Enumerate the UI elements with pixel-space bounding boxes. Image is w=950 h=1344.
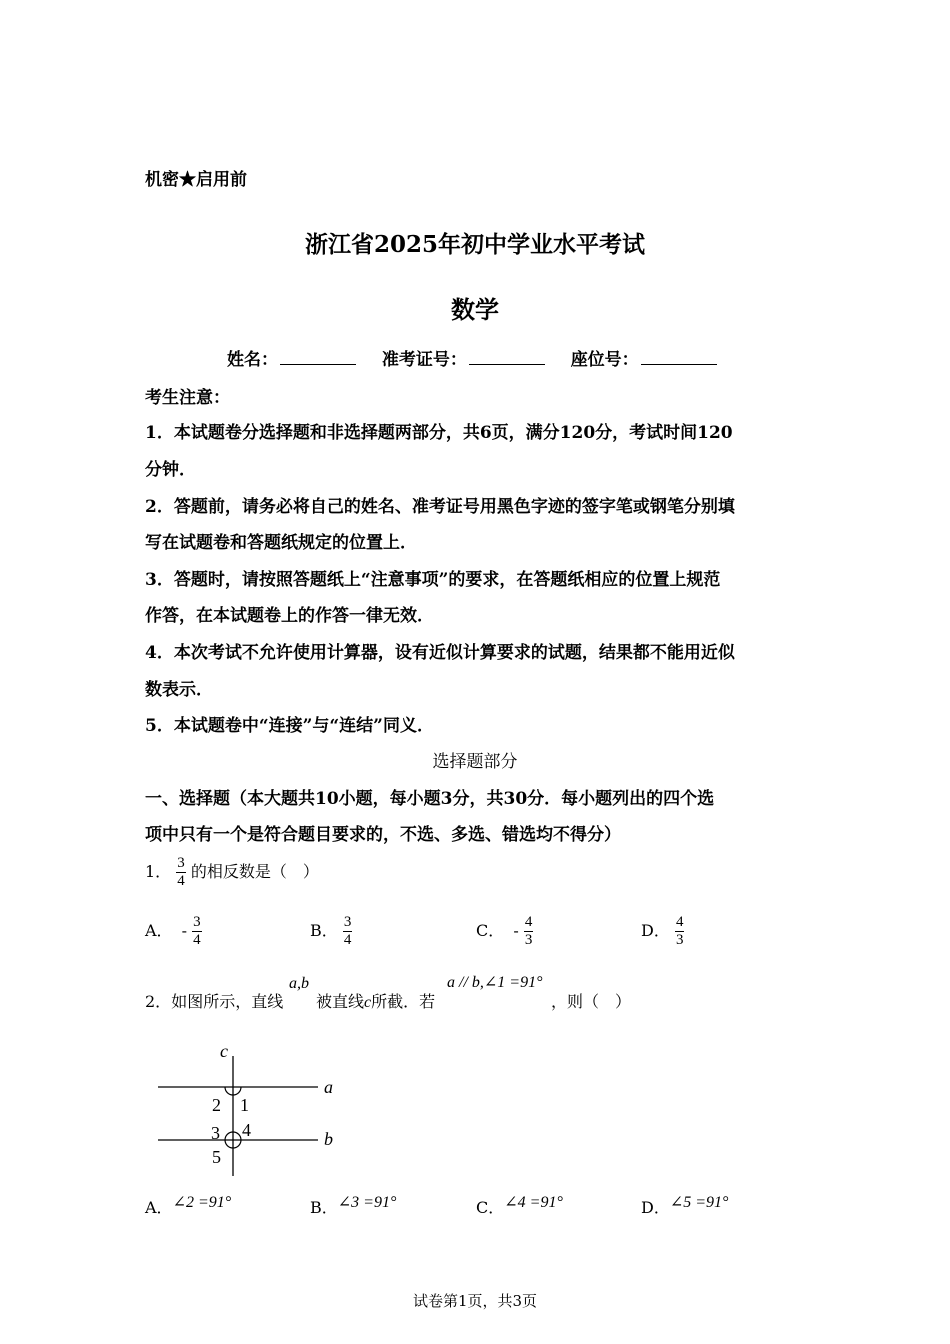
- label-b: b: [324, 1129, 333, 1149]
- secret-mark: 机密★启用前: [145, 170, 247, 190]
- option-value: ∠5 =91°: [669, 1194, 729, 1211]
- fraction-numerator: 3: [177, 855, 185, 871]
- notice-item-2-line1: 2．答题前，请务必将自己的姓名、准考证号用黑色字迹的签字笔或钢笔分别填: [145, 497, 735, 517]
- q2-option-b[interactable]: [310, 1195, 396, 1218]
- question-2-text-b: [316, 989, 435, 1012]
- notice-heading: 考生注意：: [145, 388, 230, 408]
- q2-option-d[interactable]: [641, 1195, 728, 1218]
- label-c: c: [220, 1041, 228, 1061]
- fraction-denominator: 4: [193, 932, 201, 948]
- q2-option-c[interactable]: [476, 1195, 563, 1218]
- notice-item-2-line2: 写在试题卷和答题纸规定的位置上．: [145, 533, 417, 553]
- question-2-number: 2．: [145, 992, 172, 1011]
- option-label: D．: [641, 921, 670, 940]
- question-1-text: 的相反数是（ ）: [190, 862, 319, 881]
- notice-item-1-line1: 1．本试题卷分选择题和非选择题两部分，共6页，满分120分，考试时间120: [145, 423, 733, 443]
- question-1-fraction: [176, 855, 186, 890]
- angle-2-label: 2: [212, 1095, 221, 1115]
- parallel-lines-figure: [150, 1040, 350, 1180]
- option-label: B．: [310, 1198, 338, 1217]
- q1-option-c[interactable]: [476, 914, 533, 949]
- option-label: A．: [145, 1198, 173, 1217]
- q1-option-b[interactable]: [310, 914, 352, 949]
- question-2-condition: a // b,∠1 =91°: [447, 974, 543, 991]
- section-heading-line2: 项中只有一个是符合题目要求的，不选、多选、错选均不得分）: [145, 825, 621, 845]
- option-label: B．: [310, 921, 338, 940]
- option-label: C．: [476, 1198, 505, 1217]
- option-value: ∠3 =91°: [337, 1194, 397, 1211]
- question-2-text: 如图所示，直线: [171, 992, 284, 1011]
- angle-3-label: 3: [211, 1123, 220, 1143]
- q2-option-a[interactable]: [145, 1195, 231, 1218]
- name-label: 姓名：: [227, 350, 278, 370]
- option-label: A．: [145, 921, 173, 940]
- label-a: a: [324, 1077, 333, 1097]
- notice-item-3-line1: 3．答题时，请按照答题纸上“注意事项”的要求，在答题纸相应的位置上规范: [145, 570, 721, 590]
- question-1-number: 1．: [145, 862, 172, 881]
- option-sign: -: [181, 921, 188, 940]
- fraction-denominator: 3: [675, 932, 684, 948]
- option-sign: -: [513, 921, 519, 940]
- fraction-numerator: 3: [193, 914, 201, 930]
- question-2-text-a: [145, 989, 283, 1012]
- exam-number-label: 准考证号：: [381, 350, 467, 370]
- option-fraction: [675, 914, 685, 949]
- question-2-text: 被直线: [316, 992, 365, 1011]
- option-label: C．: [476, 921, 505, 940]
- option-value: ∠4 =91°: [504, 1194, 563, 1211]
- lines-ab-symbol: a,b: [289, 975, 309, 992]
- option-fraction: [524, 914, 534, 949]
- notice-item-4-line2: 数表示．: [145, 680, 213, 700]
- fraction-numerator: 4: [524, 914, 533, 930]
- exam-number-blank: [469, 350, 545, 365]
- notice-item-5: 5．本试题卷中“连接”与“连结”同义．: [145, 716, 434, 736]
- exam-title: 浙江省2025年初中学业水平考试: [304, 231, 645, 258]
- option-fraction: [192, 914, 202, 949]
- fraction-denominator: 4: [343, 932, 352, 948]
- notice-item-4-line1: 4．本次考试不允许使用计算器，设有近似计算要求的试题，结果都不能用近似: [145, 643, 735, 663]
- fraction-denominator: 4: [177, 873, 185, 889]
- subject-title: 数学: [451, 295, 499, 324]
- question-1-stem: [145, 855, 319, 890]
- notice-item-3-line2: 作答，在本试题卷上的作答一律无效．: [145, 606, 434, 626]
- fraction-numerator: 4: [675, 914, 684, 930]
- angle-4-label: 4: [242, 1120, 251, 1140]
- option-value: ∠2 =91°: [172, 1194, 232, 1211]
- part-title: 选择题部分: [432, 752, 518, 772]
- fraction-denominator: 3: [524, 932, 533, 948]
- name-blank: [280, 350, 356, 365]
- notice-item-1-line2: 分钟．: [145, 460, 196, 480]
- page-footer: 试卷第1页，共3页: [412, 1292, 538, 1310]
- section-heading-line1: 一、选择题（本大题共10小题，每小题3分，共30分．每小题列出的四个选: [145, 789, 715, 809]
- angle-1-label: 1: [240, 1095, 249, 1115]
- question-2-text-d: ，则（ ）: [551, 992, 632, 1011]
- info-fields: [227, 345, 717, 370]
- option-fraction: [343, 914, 353, 949]
- question-2-text: 所截．若: [371, 992, 436, 1011]
- seat-number-label: 座位号：: [570, 350, 639, 370]
- line-c-symbol: c: [364, 994, 372, 1011]
- option-label: D．: [641, 1198, 670, 1217]
- q1-option-d[interactable]: [641, 914, 684, 949]
- q1-option-a[interactable]: [145, 914, 202, 949]
- fraction-numerator: 3: [343, 914, 352, 930]
- seat-number-blank: [641, 350, 717, 365]
- angle-5-label: 5: [212, 1147, 221, 1167]
